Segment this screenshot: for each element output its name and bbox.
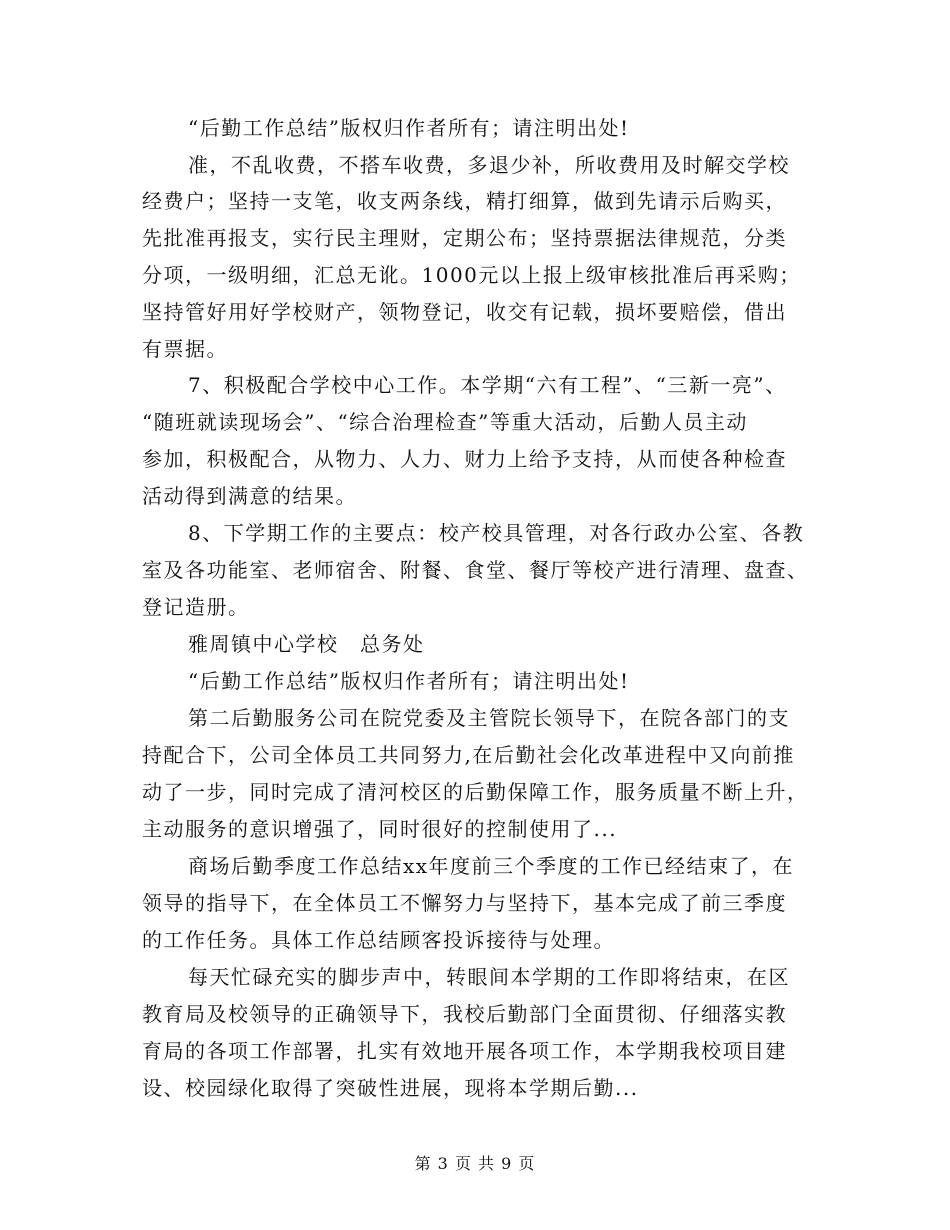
paragraph-line: 的工作任务。具体工作总结顾客投诉接待与处理。 (142, 928, 615, 952)
paragraph-line: 8、下学期工作的主要点：校产校具管理，对各行政办公室、各教 (188, 521, 805, 545)
paragraph-line: 第二后勤服务公司在院党委及主管院长领导下，在院各部门的支 (188, 706, 790, 730)
paragraph-line: 育局的各项工作部署，扎实有效地开展各项工作，本学期我校项目建 (142, 1039, 787, 1063)
paragraph-line: 教育局及校领导的正确领导下，我校后勤部门全面贯彻、仔细落实教 (142, 1002, 787, 1026)
paragraph-line: 活动得到满意的结果。 (142, 484, 357, 508)
paragraph-line: 7、积极配合学校中心工作。本学期“六有工程”、“三新一亮”、 (188, 373, 787, 397)
copyright-notice: “后勤工作总结”版权归作者所有；请注明出处! (188, 116, 630, 140)
paragraph-line: 有票据。 (142, 337, 228, 361)
paragraph-line: 领导的指导下，在全体员工不懈努力与坚持下，基本完成了前三季度 (142, 891, 787, 915)
paragraph-line: 室及各功能室、老师宿舍、附餐、食堂、餐厅等校产进行清理、盘查、 (142, 558, 809, 582)
paragraph-line: 准，不乱收费，不搭车收费，多退少补，所收费用及时解交学校 (188, 153, 790, 177)
paragraph-line: 商场后勤季度工作总结xx年度前三个季度的工作已经结束了，在 (188, 854, 795, 878)
paragraph-line: 参加，积极配合，从物力、人力、财力上给予支持，从而使各种检查 (142, 447, 787, 471)
paragraph-line: “随班就读现场会”、“综合治理检查”等重大活动，后勤人员主动 (142, 410, 748, 434)
paragraph-line: 坚持管好用好学校财产，领物登记，收交有记载，损坏要赔偿，借出 (142, 300, 787, 324)
paragraph-line: 先批准再报支，实行民主理财，定期公布；坚持票据法律规范，分类 (142, 226, 787, 250)
page-number-footer: 第 3 页 共 9 页 (414, 1154, 536, 1173)
copyright-notice: “后勤工作总结”版权归作者所有；请注明出处! (188, 669, 630, 693)
paragraph-line: 经费户；坚持一支笔，收支两条线，精打细算，做到先请示后购买， (142, 189, 787, 213)
paragraph-line: 持配合下，公司全体员工共同努力,在后勤社会化改革进程中又向前推 (142, 743, 795, 767)
signature-line: 雅周镇中心学校 总务处 (188, 632, 425, 656)
paragraph-line: 设、校园绿化取得了突破性进展，现将本学期后勤... (142, 1076, 639, 1100)
paragraph-line: 动了一步，同时完成了清河校区的后勤保障工作，服务质量不断上升， (142, 780, 809, 804)
paragraph-line: 每天忙碌充实的脚步声中，转眼间本学期的工作即将结束，在区 (188, 965, 790, 989)
paragraph-line: 登记造册。 (142, 595, 250, 619)
paragraph-line: 分项，一级明细，汇总无讹。1000元以上报上级审核批准后再采购； (142, 263, 801, 287)
paragraph-line: 主动服务的意识增强了，同时很好的控制使用了... (142, 817, 618, 841)
